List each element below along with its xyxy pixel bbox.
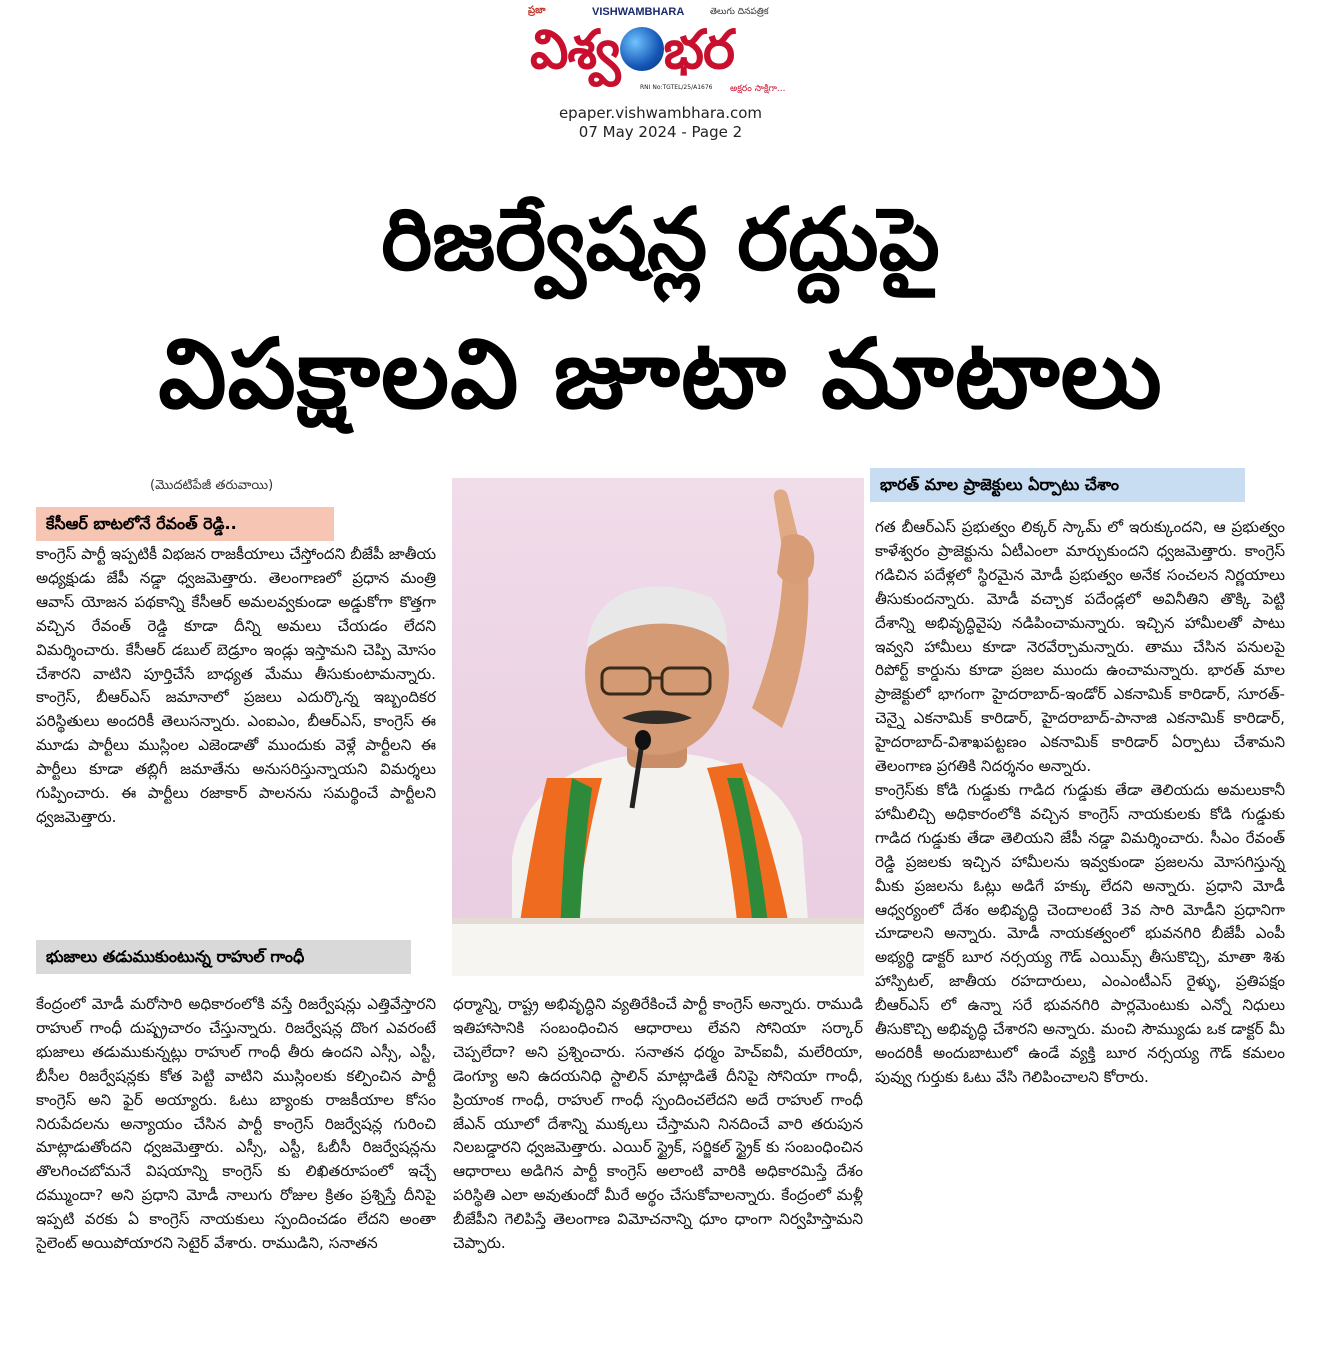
subhead-kcr: కేసీఆర్ బాటలోనే రేవంత్ రెడ్డి.. [36,507,334,541]
paragraph: కాంగ్రెస్ పార్టీ ఇప్పటికీ విభజన రాజకీయాలు చేస్తోందని బీజేపీ జాతీయ అధ్యక్షుడు జేపీ నడ్డా ధ్వజమెత్తారు. తెలంగాణలో ప్రధాన మంత్రి ఆవాస్ యోజన పథకాన్ని కేసీఆర్ అమలవ్వకుండా అడ్డుకోగా కొత్తగా వచ్చిన రేవంత్ రెడ్డి కూడా దీన్ని అమలు చేయడం లేదని విమర్శించారు. కేసీఆర్ డబుల్ బెడ్రూం ఇండ్లు ఇస్తామని చెప్పి మోసం చేశారని వాటిని పూర్తిచేసే బాధ్యత మేము తీసుకుంటామన్నారు. కాంగ్రెస్, బీఆర్ఎస్ జమానాలో ప్రజలు ఎదుర్కొన్న ఇబ్బందికర పరిస్థితులు అందరికీ తెలుసన్నారు. ఎంఐఎం, బీఆర్ఎస్, కాంగ్రెస్ ఈ మూడు పార్టీలు ముస్లింల ఎజెండాతో ముందుకు వెళ్లే పార్టీలని ఈ పార్టీలు కూడా తబ్లిగీ జమాతేను అనుసరిస్తున్నాయని విమర్శలు గుప్పించారు. ఈ పార్టీలు రజాకార్ పాలనను సమర్థించే పార్టీలని ధ్వజమెత్తారు. [36,545,436,826]
speaker-photo [452,478,864,976]
subhead-rahul: భుజాలు తడుముకుంటున్న రాహుల్ గాంధీ [36,940,411,974]
headline-line-2: విపక్షాలవి జూటా మాటాలు [158,318,1163,430]
paragraph: కేంద్రంలో మోడీ మరోసారి అధికారంలోకి వస్తే రిజర్వేషన్లు ఎత్తివేస్తారని రాహుల్ గాంధీ దుష్ప్రచారం చేస్తున్నారు. రిజర్వేషన్ల దొంగ ఎవరంటే భుజాలు తడుముకున్నట్లు రాహుల్ గాంధీ తీరు ఉందని ఎస్సీ, ఎస్టీ, బీసీల రిజర్వేషన్లకు కోత పెట్టి వాటిని ముస్లింలకు కల్పించిన పార్టీ కాంగ్రెస్ అని ఫైర్ అయ్యారు. ఓటు బ్యాంకు రాజకీయాల కోసం నిరుపేదలను అన్యాయం చేసిన పార్టీ కాంగ్రెస్ రిజర్వేషన్ల గురించి మాట్లాడుతోందని ధ్వజమెత్తారు. ఎస్సీ, ఎస్టీ, ఓబీసీ రిజర్వేషన్లను తొలగించబోమనే విషయాన్ని కాంగ్రెస్ కు లిఖితరూపంలో ఇచ్చే దమ్ముందా? అని ప్రధాని మోడీ నాలుగు రోజుల క్రితం ప్రశ్నిస్తే దీనిపై ఇప్పటి వరకు ఏ కాంగ్రెస్ నాయకులు స్పందించడం లేదని అంతా సైలెంట్ అయిపోయారని సెటైర్ వేశారు. రాముడిని, సనాతన [36,995,436,1253]
newspaper-logo [530,20,734,80]
article-left-column-2 [36,993,436,1256]
paragraph: గత బీఆర్ఎస్ ప్రభుత్వం లిక్కర్ స్కామ్ లో ఇరుక్కుందని, ఆ ప్రభుత్వం కాళేశ్వరం ప్రాజెక్టును ఏటీఎంలా మార్చుకుందని ధ్వజమెత్తారు. కాంగ్రెస్ గడిచిన పదేళ్లలో స్థిరమైన మోడీ ప్రభుత్వం అనేక సంచలన నిర్ణయాలు తీసుకుందన్నారు. మోడీ వచ్చాక పదేండ్లలో అవినీతిని తొక్కి పెట్టి దేశాన్ని అభివృద్ధివైపు నడిపించామన్నారు. ఇచ్చిన హామీలతో పాటు ఇవ్వని హామీలు కూడా నెరవేర్చామన్నారు. తాము చేసిన పనులపై రిపోర్ట్ కార్డును కూడా ప్రజల ముందు ఉంచామన్నారు. భారత్ మాల ప్రాజెక్టులో భాగంగా హైదరాబాద్-ఇండోర్ ఎకనామిక్ కారిడార్, సూరత్-చెన్నై ఎకనామిక్ కారిడార్, హైదరాబాద్-పానాజి ఎకనామిక్ కారిడార్, హైదరాబాద్-విశాఖపట్టణం ఎకనామిక్ కారిడార్ ఏర్పాటు చేశామని తెలంగాణ ప్రగతికి నిదర్శనం అన్నారు. [875,518,1285,776]
subhead-bharatmala: భారత్ మాల ప్రాజెక్టులు ఏర్పాటు చేశాం [870,468,1245,502]
epaper-url: epaper.vishwambhara.com [558,104,763,122]
globe-icon [620,27,664,71]
paragraph: ధర్మాన్ని, రాష్ట్ర అభివృద్ధిని వ్యతిరేకించే పార్టీ కాంగ్రెస్ అన్నారు. రాముడి ఇతిహాసానికి సంబంధించిన ఆధారాలు లేవని సోనియా సర్కార్ చెప్పలేదా? అని ప్రశ్నించారు. సనాతన ధర్మం హెచ్ఐవీ, మలేరియా, డెంగ్యూ అని ఉదయనిధి స్టాలిన్ మాట్లాడితే దీనిపై సోనియా గాంధీ, ప్రియాంక గాంధీ, రాహుల్ గాంధీ స్పందించలేదని అదే రాహుల్ గాంధీ జేఎన్ యూలో దేశాన్ని ముక్కలు చేస్తామని నినదించే వారి తరుపున నిలబడ్డారని ధ్వజమెత్తారు. ఎయిర్ స్ట్రైక్, సర్జికల్ స్ట్రైక్ కు సంబంధించిన ఆధారాలు అడిగిన పార్టీ కాంగ్రెస్ అలాంటి వారికి అధికారమిస్తే దేశం పరిస్థితి ఎలా అవుతుందో మీరే అర్థం చేసుకోవాలన్నారు. కేంద్రంలో మళ్లీ బీజేపీని గెలిపిస్తే తెలంగాణ విమోచనాన్ని ధూం ధాంగా నిర్వహిస్తామని చెప్పారు. [453,995,863,1253]
article-right-column [875,516,1285,1090]
continued-note: (మొదటిపేజీ తరువాయి) [150,478,274,493]
masthead-tagline-bottom: అక్షరం సాక్షిగా... [730,84,786,94]
edition-date-page: 07 May 2024 - Page 2 [578,123,743,141]
masthead-english-name: VISHWAMBHARA [592,6,685,18]
masthead-prefix: ప్రజా [528,5,546,16]
rni-number: RNI No:TGTEL/25/A1676 [640,84,713,91]
logo-text-right: భర [663,18,735,81]
speaker-illustration [452,478,864,976]
paragraph: కాంగ్రెస్‌కు కోడి గుడ్డుకు గాడిద గుడ్డుకు తేడా తెలియదు అమలుకానీ హామీలిచ్చి అధికారంలోకి వచ్చిన కాంగ్రెస్ నాయకులకు కోడి గుడ్డుకు గాడిద గుడ్డుకు తేడా తెలియని జేపీ నడ్డా విమర్శించారు. సీఎం రేవంత్ రెడ్డి ప్రజలకు ఇచ్చిన హామీలను ఇవ్వకుండా ప్రజలను మోసగిస్తున్న మీకు ప్రజలను ఓట్లు అడిగే హక్కు లేదని అన్నారు. ప్రధాని మోడీ ఆధ్వర్యంలో దేశం అభివృద్ధి చెందాలంటే 3వ సారి మోడీని ప్రధానిగా చూడాలని అన్నారు. మోడీ నాయకత్వంలో భువనగిరి బీజేపీ ఎంపీ అభ్యర్థి డాక్టర్ బూర నర్సయ్య గౌడ్ ఎయిమ్స్ తీసుకొచ్చి, మాతా శిశు హాస్పిటల్, జాతీయ రహదారులు, ఎంఎంటీఎస్ రైళ్ళు, ప్రతిపక్షం బీఆర్ఎస్ లో ఉన్నా సరే భువనగిరి పార్లమెంటుకు ఎన్నో నిధులు తీసుకొచ్చి అభివృద్ధి చేశారని అన్నారు. మంచి సౌమ్యుడు ఒక డాక్టర్ మీ అందరికీ అందుబాటులో ఉండే వ్యక్తి బూర నర్సయ్య గౌడ్ కమలం పువ్వు గుర్తుకు ఓటు వేసి గెలిపించాలని కోరారు. [875,780,1285,1086]
masthead-tagline-top: తెలుగు దినపత్రిక [710,7,769,17]
logo-text-left: విశ్వ [530,18,620,81]
article-middle-column [453,993,863,1256]
headline-line-1: రిజర్వేషన్ల రద్దుపై [381,190,940,290]
article-left-column-1 [36,543,436,830]
